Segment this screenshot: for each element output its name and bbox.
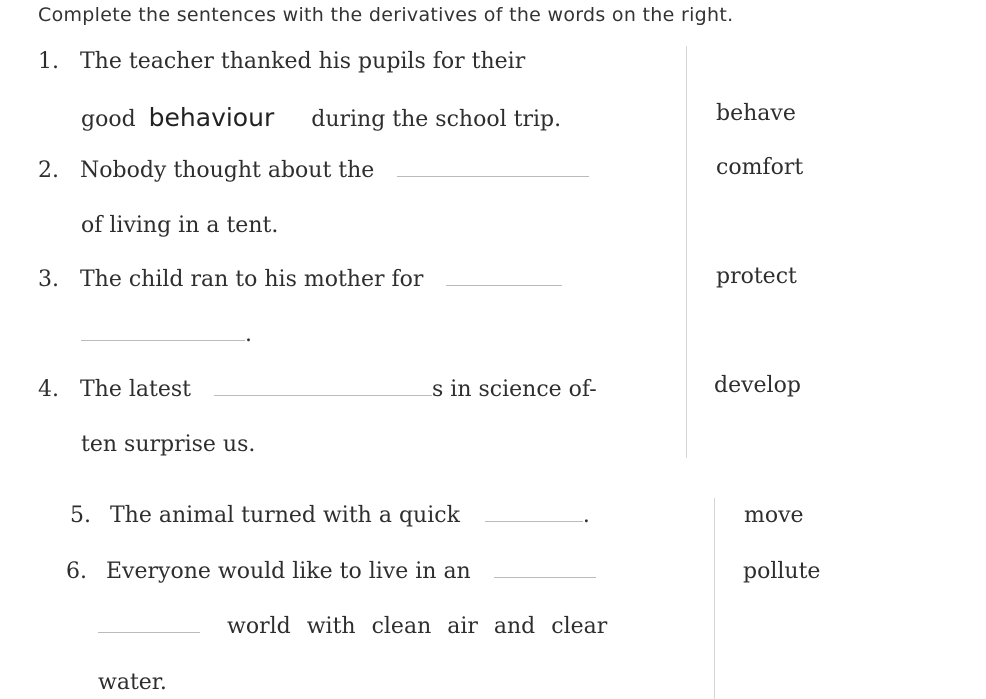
item-2-answer-blank[interactable] (397, 175, 589, 177)
item-number: 2. (38, 158, 59, 183)
item-6-line-1 (66, 559, 596, 584)
item-number: 5. (70, 503, 91, 528)
item-6-word: pollute (743, 559, 821, 584)
item-number: 1. (38, 49, 59, 74)
item-3-line-1 (38, 267, 562, 292)
column-divider-top (686, 46, 687, 458)
item-6-line-2 (98, 614, 607, 639)
item-4-answer-blank[interactable] (214, 394, 432, 396)
item-3-answer-blank-1[interactable] (446, 284, 562, 286)
item-3-answer-blank-2[interactable] (81, 339, 245, 341)
item-2-line-1 (38, 158, 589, 183)
item-1-text: The teacher thanked his pupils for their (80, 49, 526, 74)
item-5-answer-blank[interactable] (485, 520, 583, 522)
item-5-text: The animal turned with a quick (110, 503, 460, 528)
item-1-text-before: good (81, 107, 136, 132)
item-3-word: protect (716, 264, 797, 289)
instruction: Complete the sentences with the derivatives of the words on the right. (38, 4, 734, 26)
item-6-text: Everyone would like to live in an (106, 559, 471, 584)
item-3-text: The child ran to his mother for (80, 267, 424, 292)
item-5-line-1 (70, 503, 590, 528)
item-6-answer-blank-2[interactable] (98, 631, 200, 633)
item-number: 3. (38, 267, 59, 292)
item-5-word: move (744, 503, 804, 528)
item-6-text-2: world with clean air and clear (227, 614, 608, 639)
item-1-line-2 (81, 103, 561, 132)
item-2-line-2: of living in a tent. (81, 213, 279, 238)
item-6-answer-blank-1[interactable] (494, 576, 596, 578)
item-4-text-after: s in science of- (432, 377, 597, 402)
item-1-answer: behaviour (148, 103, 275, 132)
item-4-text-before: The latest (80, 377, 191, 402)
item-3-period: . (245, 322, 252, 347)
item-2-text: Nobody thought about the (80, 158, 375, 183)
item-3-line-2 (81, 322, 252, 347)
item-2-word: comfort (716, 155, 804, 180)
item-1-word: behave (716, 101, 796, 126)
item-number: 6. (66, 559, 87, 584)
item-1-line-1 (38, 49, 662, 74)
column-divider-bottom (714, 498, 715, 699)
item-1-text-after: during the school trip. (311, 107, 562, 132)
item-4-line-2: ten surprise us. (81, 432, 256, 457)
item-4-line-1 (38, 377, 597, 402)
item-5-period: . (582, 503, 590, 528)
item-number: 4. (38, 377, 59, 402)
item-6-line-3: water. (98, 670, 167, 695)
item-4-word: develop (714, 373, 801, 398)
